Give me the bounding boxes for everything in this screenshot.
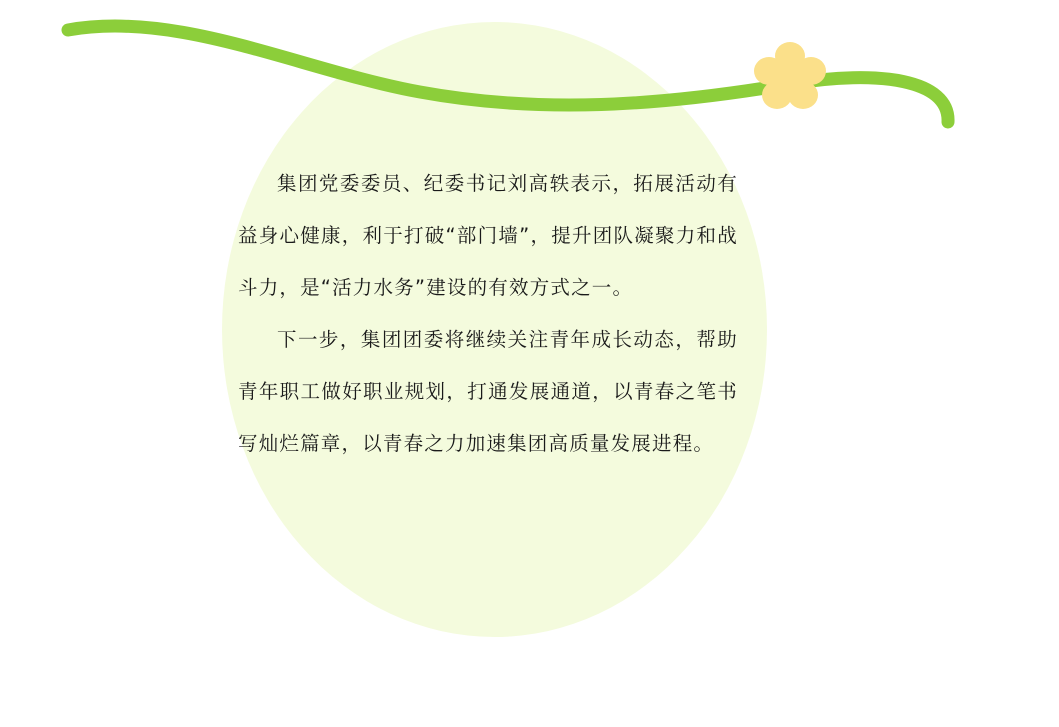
yellow-flower xyxy=(752,40,828,112)
article-body xyxy=(238,158,738,470)
paragraph-1: 集团党委委员、纪委书记刘高轶表示，拓展活动有益身心健康，利于打破“部门墙”，提升团队凝聚力和战斗力，是“活力水务”建设的有效方式之一。 xyxy=(238,172,738,299)
paragraph-2: 下一步，集团团委将继续关注青年成长动态，帮助青年职工做好职业规划，打通发展通道，以青春之笔书写灿烂篇章，以青春之力加速集团高质量发展进程。 xyxy=(238,328,738,455)
